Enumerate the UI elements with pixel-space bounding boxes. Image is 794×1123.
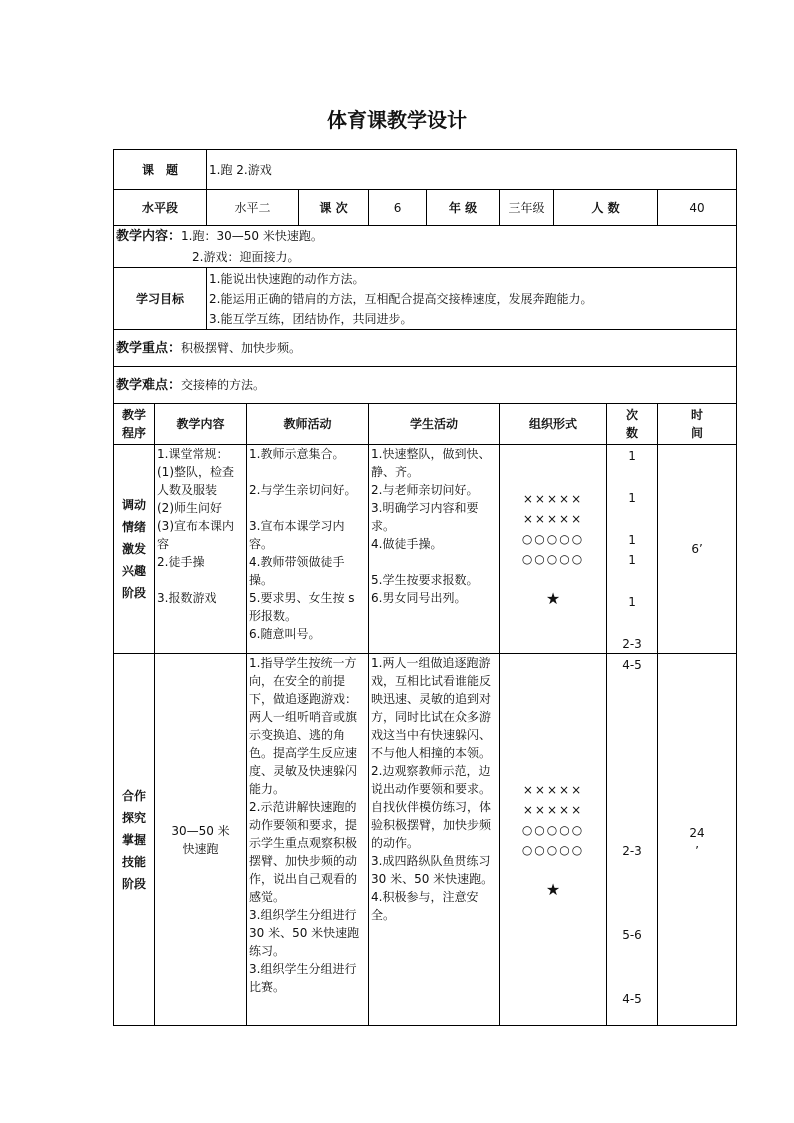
teacher-star-icon: ★ xyxy=(545,879,561,899)
lesson-label: 课 次 xyxy=(299,190,369,226)
grade-label: 年 级 xyxy=(427,190,500,226)
difficulty-row xyxy=(114,367,737,404)
times-value: 5-6 xyxy=(622,928,642,942)
stage-2-teacher: 1.指导学生按统一方向，在安全的前提下，做追逐跑游戏：两人一组听哨音或旗示变换追、逃的角色。提高学生反应速度、灵敏及快速躲闪能力。 2.示范讲解快速跑的动作要领和要求，提示学生重点观察积极摆臂、加快步频的动作，说出自己观看的感觉。 3.组织学生分组进行 30 米、50 米快速跑练习。 3.组织学生分组进行比赛。 xyxy=(247,654,369,1026)
goal-item: 3.能互学互练，团结协作，共同进步。 xyxy=(209,311,413,326)
col-time: 时 间 xyxy=(658,404,737,445)
times-value: 1 xyxy=(628,491,636,505)
col-content: 教学内容 xyxy=(155,404,247,445)
stage-1-student: 1.快速整队，做到快、静、齐。 2.与老师亲切问好。 3.明确学习内容和要求。 4.做徒手操。 5.学生按要求报数。 6.男女同号出列。 xyxy=(369,445,500,654)
formation-row: ××××× xyxy=(522,512,584,526)
col-procedure: 教学 程序 xyxy=(114,404,155,445)
times-value: 1 xyxy=(628,595,636,609)
difficulty-label: 教学难点： xyxy=(116,377,182,393)
goals-row xyxy=(114,268,737,330)
formation-row: ××××× xyxy=(522,802,584,817)
level-label: 水平段 xyxy=(114,190,207,226)
info-row xyxy=(114,190,737,226)
level-value: 水平二 xyxy=(207,190,299,226)
stage-2-content: 30—50 米 快速跑 xyxy=(155,654,247,1026)
times-value: 1 xyxy=(628,533,636,547)
col-organization: 组织形式 xyxy=(500,404,607,445)
formation-row: ○○○○○ xyxy=(521,842,585,857)
times-value: 1 xyxy=(628,449,636,463)
count-label: 人 数 xyxy=(554,190,658,226)
times-value: 4-5 xyxy=(622,658,642,672)
key-point xyxy=(114,330,737,367)
goal-item: 1.能说出快速跑的动作方法。 xyxy=(209,271,365,286)
times-value: 2-3 xyxy=(622,637,642,651)
teaching-content xyxy=(114,226,737,268)
topic-row xyxy=(114,150,737,190)
topic-value: 1.跑 2.游戏 xyxy=(207,150,737,190)
stage-1-time: 6’ xyxy=(658,445,737,654)
col-student: 学生活动 xyxy=(369,404,500,445)
stage-1-name: 调动 情绪 激发 兴趣 阶段 xyxy=(114,445,155,654)
key-point-row xyxy=(114,330,737,367)
content-row xyxy=(114,226,737,268)
goal-item: 2.能运用正确的错肩的方法，互相配合提高交接棒速度，发展奔跑能力。 xyxy=(209,291,593,306)
stage-1-content: 1.课堂常规： (1)整队，检查人数及服装 (2)师生问好 (3)宣布本课内容 2.徒手操 3.报数游戏 xyxy=(155,445,247,654)
lesson-plan-table xyxy=(113,149,737,1026)
stage-2-row xyxy=(114,654,737,1026)
stage-1-organization xyxy=(500,445,607,654)
stage-2-name: 合作 探究 掌握 技能 阶段 xyxy=(114,654,155,1026)
grade-value: 三年级 xyxy=(500,190,554,226)
column-header-row xyxy=(114,404,737,445)
times-value: 4-5 xyxy=(622,992,642,1006)
key-point-value: 积极摆臂、加快步频。 xyxy=(181,340,302,355)
page-title: 体育课教学设计 xyxy=(327,108,467,132)
content-line-2: 2.游戏：迎面接力。 xyxy=(192,250,300,264)
stage-2-time: 24 ’ xyxy=(658,654,737,1026)
formation-row: ○○○○○ xyxy=(521,822,585,837)
key-point-label: 教学重点： xyxy=(116,340,182,356)
lesson-value: 6 xyxy=(369,190,427,226)
difficulty-value: 交接棒的方法。 xyxy=(181,377,266,392)
stage-1-row xyxy=(114,445,737,654)
formation-row: ○○○○○ xyxy=(521,552,585,566)
stage-2-organization xyxy=(500,654,607,1026)
content-label: 教学内容： xyxy=(116,229,182,244)
goals-label: 学习目标 xyxy=(114,268,207,330)
formation-row: ○○○○○ xyxy=(521,532,585,546)
stage-1-teacher: 1.教师示意集合。 2.与学生亲切问好。 3.宣布本课学习内容。 4.教师带领做徒手操。 5.要求男、女生按 s 形报数。 6.随意叫号。 xyxy=(247,445,369,654)
content-line-1: 1.跑：30—50 米快速跑。 xyxy=(181,229,323,243)
times-value: 2-3 xyxy=(622,844,642,858)
count-value: 40 xyxy=(658,190,737,226)
stage-1-times xyxy=(607,445,658,654)
stage-2-student: 1.两人一组做追逐跑游戏，互相比试看谁能反映迅速、灵敏的追到对方，同时比试在众多游戏这当中有快速躲闪、不与他人相撞的本领。 2.边观察教师示范，边说出动作要领和要求。自找伙伴模仿练习，体验积极摆臂，加快步频的动作。 3.成四路纵队鱼贯练习 30 米、50 米快速跑。 4.积极参与，注意安全。 xyxy=(369,654,500,1026)
goals-list xyxy=(207,268,737,330)
teacher-star-icon: ★ xyxy=(545,589,561,608)
col-times: 次 数 xyxy=(607,404,658,445)
col-teacher: 教师活动 xyxy=(247,404,369,445)
topic-label: 课 题 xyxy=(114,150,207,190)
stage-2-times xyxy=(607,654,658,1026)
times-value: 1 xyxy=(628,553,636,567)
difficulty xyxy=(114,367,737,404)
formation-row: ××××× xyxy=(522,782,584,797)
formation-row: ××××× xyxy=(522,492,584,506)
